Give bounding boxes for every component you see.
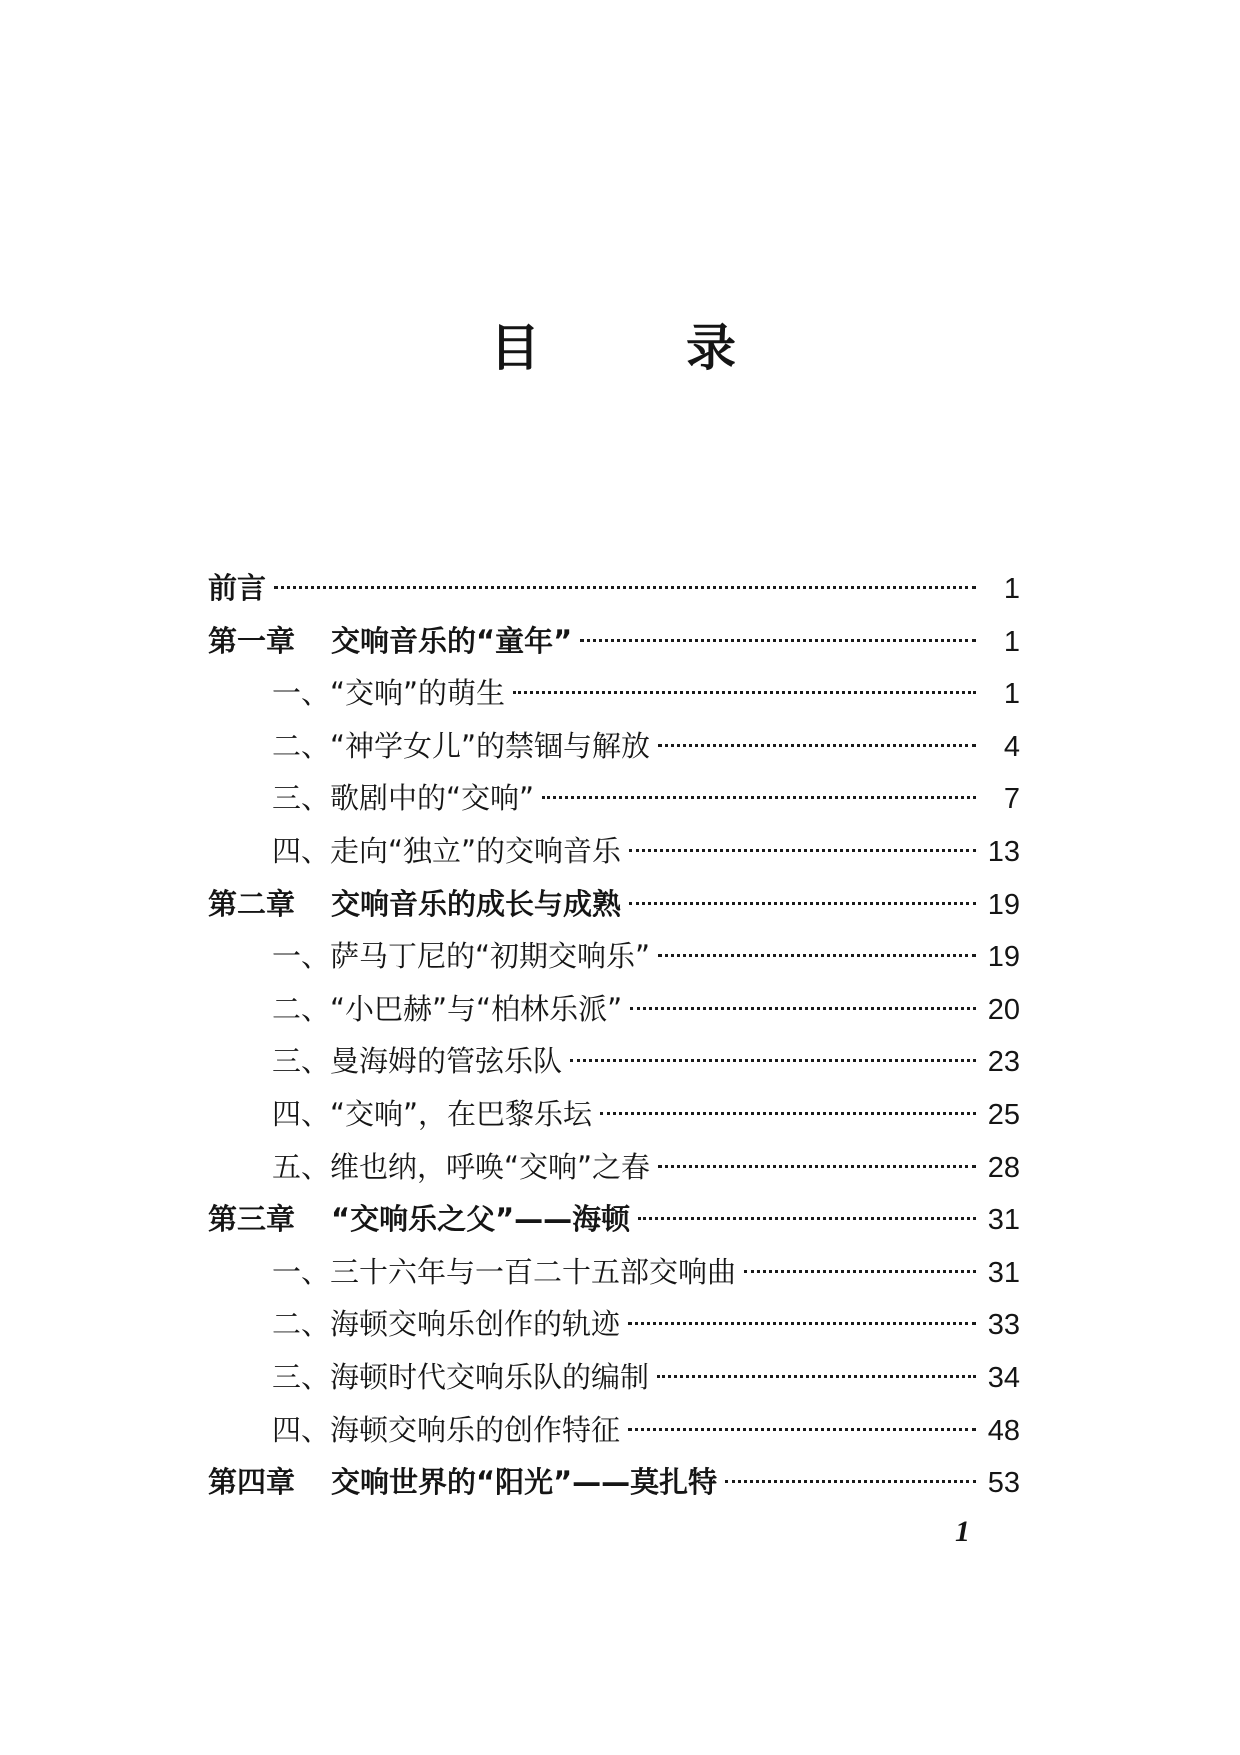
toc-entry-page: 13 [987,835,1020,868]
toc-entry-title: 二、“小巴赫”与“柏林乐派” [272,991,623,1026]
toc-entry-page: 31 [987,1204,1020,1237]
toc-entry-title: 二、“神学女儿”的禁锢与解放 [272,728,651,763]
dot-leader [658,1165,976,1168]
toc-entry-section[interactable] [208,720,1020,773]
chapter-label: 第二章 [208,886,296,921]
toc-list [208,562,1020,1509]
toc-title-char-1: 目 [490,319,540,377]
dot-leader [629,902,976,905]
dot-leader [658,954,976,957]
dot-leader [638,1217,976,1220]
chapter-title: 交响音乐的“童年” [331,623,573,658]
toc-entry-title: 一、三十六年与一百二十五部交响曲 [272,1254,737,1289]
toc-entry-title: 一、萨马丁尼的“初期交响乐” [272,939,651,974]
toc-entry-section[interactable] [208,1141,1020,1194]
toc-entry-page: 4 [1003,730,1020,763]
toc-entry-title: 四、海顿交响乐的创作特征 [272,1412,621,1447]
toc-entry-title: 四、走向“独立”的交响音乐 [272,833,622,868]
toc-entry-title [208,1193,630,1246]
dot-leader [570,1059,976,1062]
toc-entry-page: 25 [987,1098,1020,1131]
toc-entry-section[interactable] [208,667,1020,720]
toc-entry-page: 33 [987,1309,1020,1342]
dot-leader [725,1480,976,1483]
toc-entry-title: 五、维也纳，呼唤“交响”之春 [272,1149,651,1184]
toc-entry-chapter-2[interactable] [208,878,1020,931]
dot-leader [600,1112,976,1115]
dot-leader [274,586,976,589]
toc-entry-title: 前言 [208,571,267,605]
toc-entry-section[interactable] [208,1088,1020,1141]
toc-entry-page: 34 [987,1361,1020,1394]
toc-entry-section[interactable] [208,772,1020,825]
toc-entry-title: 一、“交响”的萌生 [272,676,506,711]
toc-entry-section[interactable] [208,1246,1020,1299]
toc-entry-page: 1 [1003,573,1020,605]
toc-entry-title: 三、歌剧中的“交响” [272,781,535,816]
dot-leader [630,1007,976,1010]
toc-title-char-2: 录 [686,319,736,377]
toc-entry-title [208,615,572,668]
dot-leader [580,639,976,642]
toc-entry-title: 二、海顿交响乐创作的轨迹 [272,1307,621,1342]
toc-entry-page: 1 [1003,625,1020,658]
toc-entry-page: 1 [1003,678,1020,711]
toc-entry-title: 三、海顿时代交响乐队的编制 [272,1359,650,1394]
dot-leader [658,744,976,747]
toc-entry-section[interactable] [208,825,1020,878]
toc-entry-preface[interactable] [208,562,1020,615]
dot-leader [513,691,976,694]
toc-entry-chapter-3[interactable] [208,1193,1020,1246]
page-number: 1 [955,1515,970,1548]
toc-entry-chapter-1[interactable] [208,615,1020,668]
toc-entry-title: 四、“交响”，在巴黎乐坛 [272,1096,593,1131]
toc-entry-section[interactable] [208,1351,1020,1404]
toc-entry-page: 53 [987,1467,1020,1500]
chapter-label: 第四章 [208,1465,296,1500]
chapter-title: 交响世界的“阳光”——莫扎特 [331,1465,718,1500]
toc-entry-title: 三、曼海姆的管弦乐队 [272,1044,563,1079]
toc-entry-page: 19 [987,888,1020,921]
chapter-title: “交响乐之父”——海顿 [331,1202,631,1237]
toc-entry-page: 19 [987,941,1020,974]
toc-entry-chapter-4[interactable] [208,1456,1020,1509]
toc-entry-page: 7 [1003,783,1020,816]
toc-entry-page: 20 [987,993,1020,1026]
toc-entry-title [208,878,621,931]
chapter-label: 第三章 [208,1202,296,1237]
toc-entry-section[interactable] [208,1404,1020,1457]
dot-leader [657,1375,976,1378]
toc-entry-page: 28 [987,1151,1020,1184]
dot-leader [628,1428,976,1431]
toc-entry-section[interactable] [208,930,1020,983]
toc-entry-title [208,1456,717,1509]
toc-entry-page: 31 [987,1256,1020,1289]
toc-entry-page: 23 [987,1046,1020,1079]
toc-entry-section[interactable] [208,1298,1020,1351]
dot-leader [744,1270,976,1273]
toc-entry-section[interactable] [208,983,1020,1036]
dot-leader [628,1322,976,1325]
chapter-title: 交响音乐的成长与成熟 [331,886,622,921]
toc-title [0,318,1240,378]
dot-leader [542,796,976,799]
toc-entry-page: 48 [987,1414,1020,1447]
dot-leader [629,849,976,852]
chapter-label: 第一章 [208,623,296,658]
toc-entry-section[interactable] [208,1035,1020,1088]
